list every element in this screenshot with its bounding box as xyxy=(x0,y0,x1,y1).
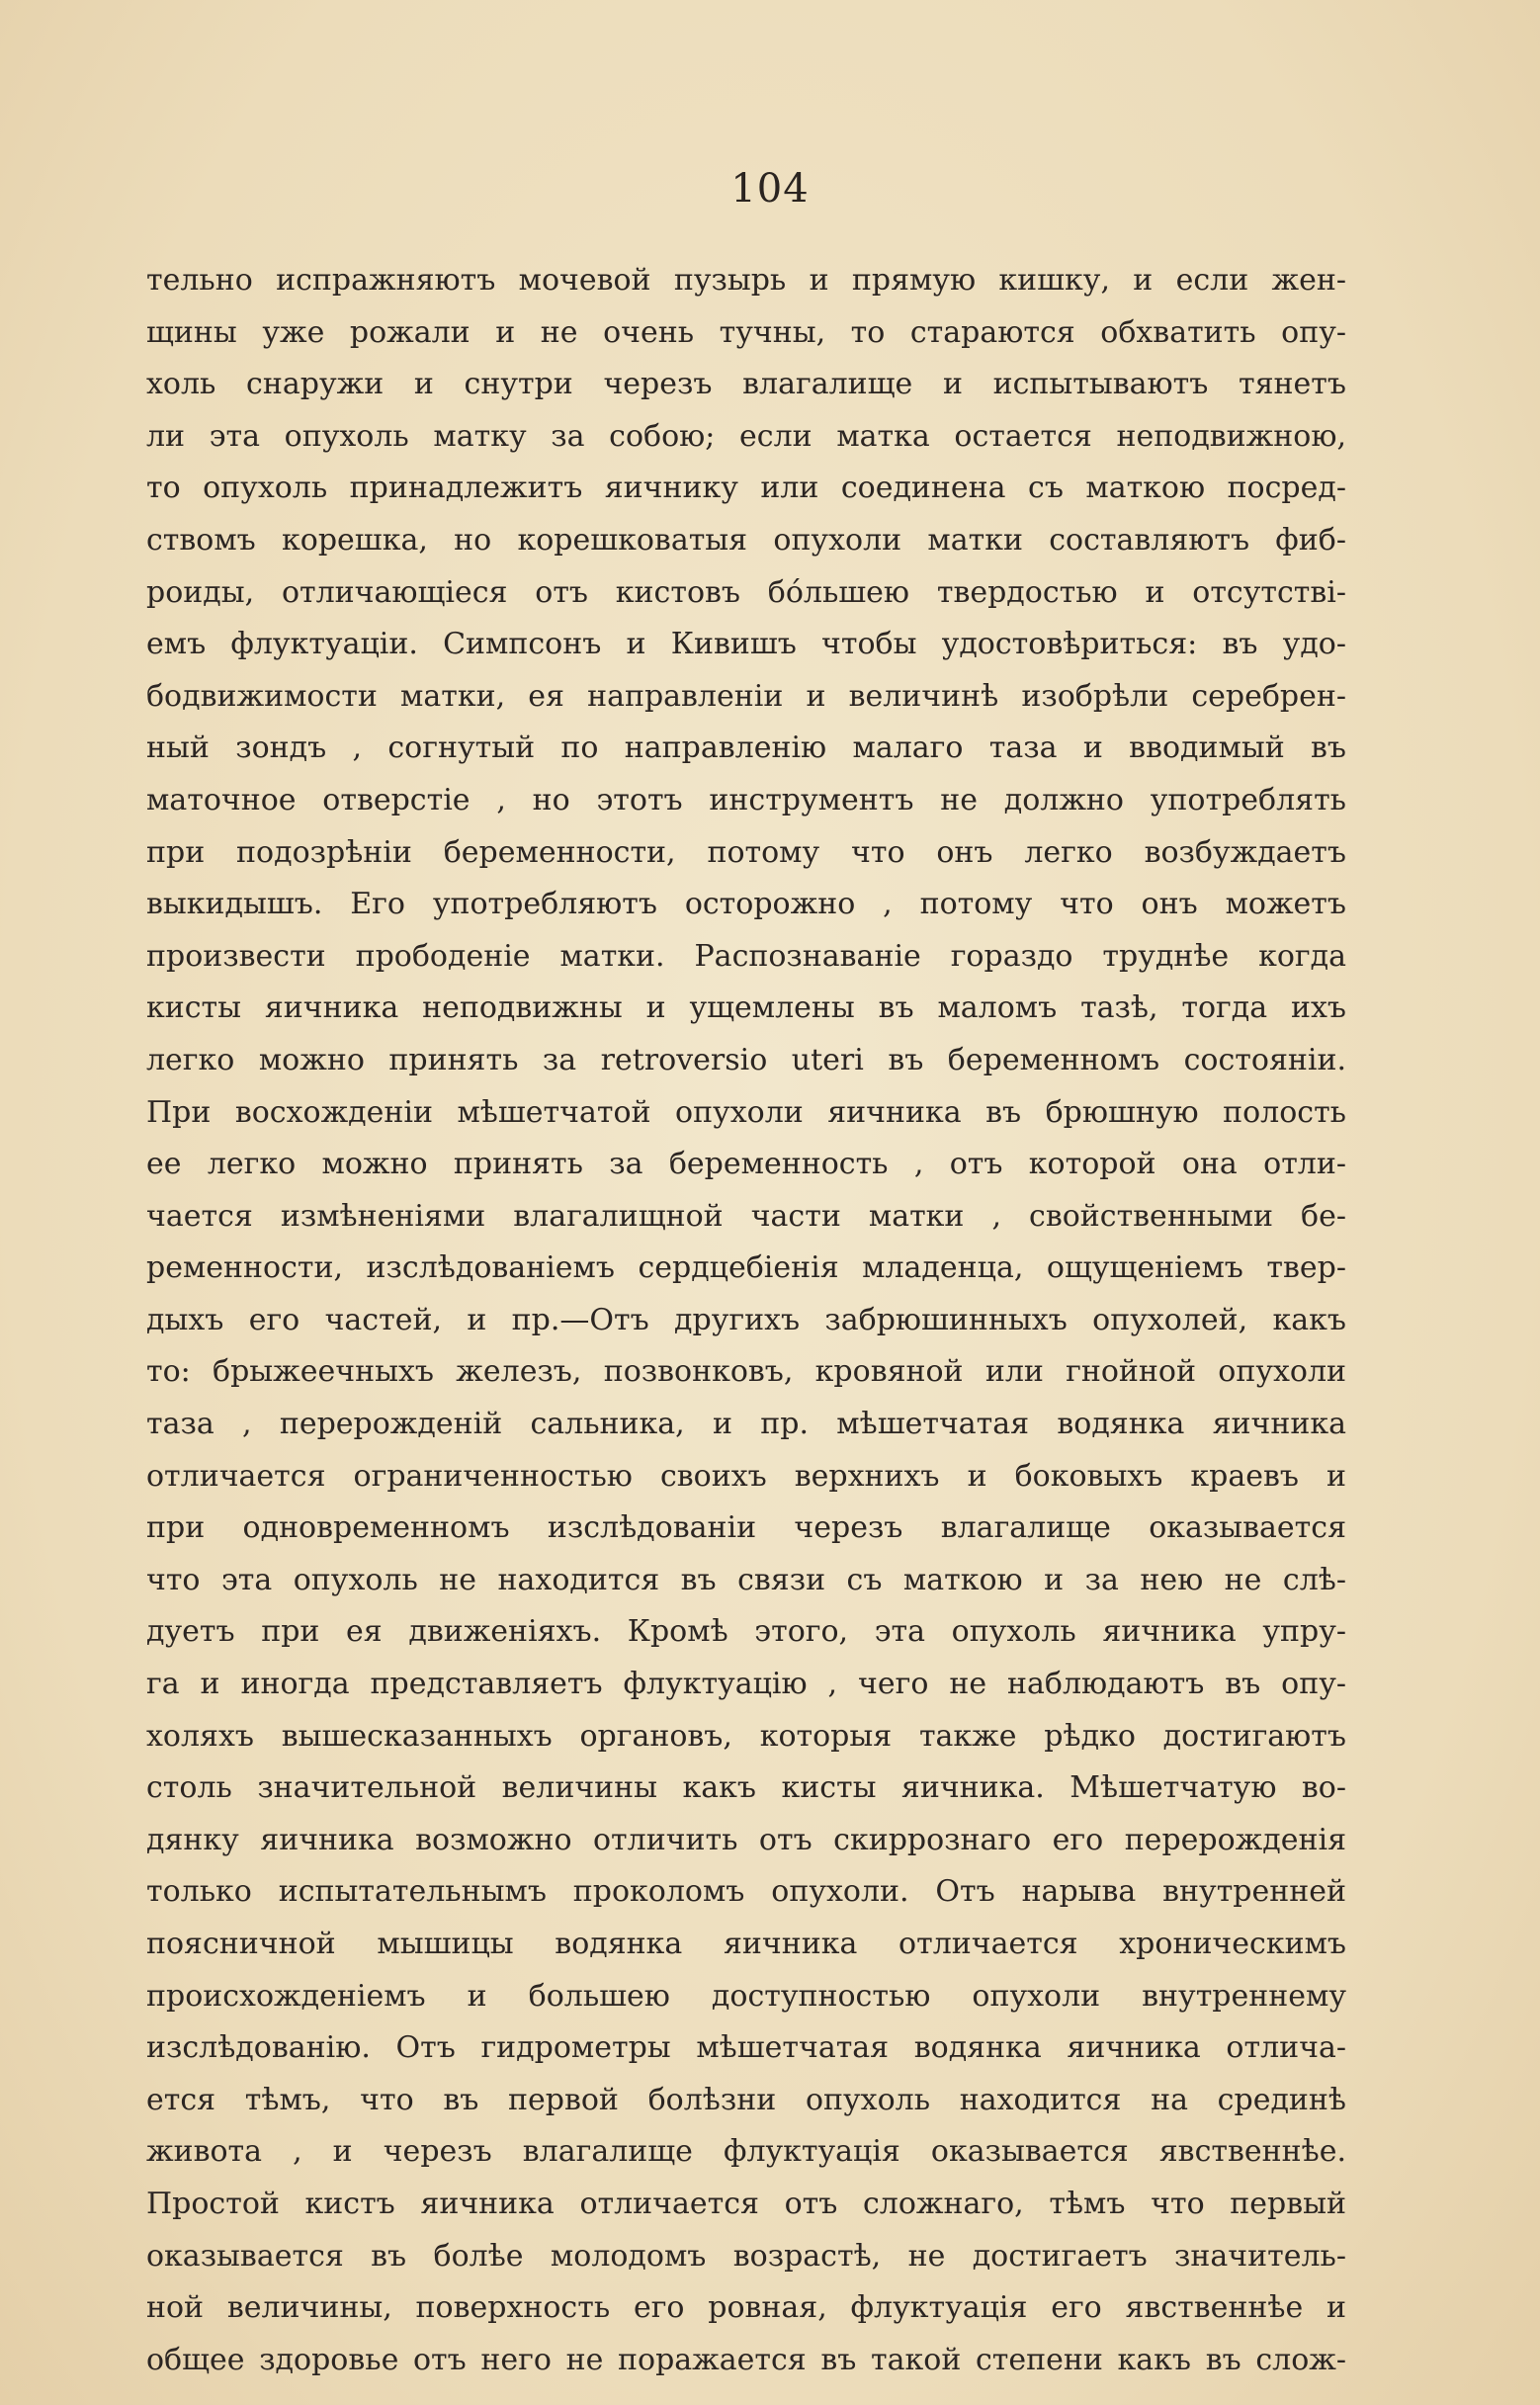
text-line: ременности, изслѣдованіемъ сердцебіенія младенца, ощущеніемъ твер- xyxy=(146,1250,1346,1286)
text-line: ствомъ корешка, но корешковатыя опухоли матки составляютъ фиб- xyxy=(146,522,1346,558)
text-line: ется тѣмъ, что въ первой болѣзни опухоль находится на срединѣ xyxy=(146,2082,1346,2117)
text-line: дуетъ при ея движеніяхъ. Кромѣ этого, эта опухоль яичника упру- xyxy=(146,1614,1346,1650)
text-line: ный зондъ , согнутый по направленію малаго таза и вводимый въ xyxy=(146,730,1346,766)
text-line: ли эта опухоль матку за собою; если матка остается неподвижною, xyxy=(146,418,1346,454)
text-line: бодвижимости матки, ея направленіи и величинѣ изобрѣли серебрен- xyxy=(146,678,1346,714)
text-line: при одновременномъ изслѣдованіи черезъ влагалище оказывается xyxy=(146,1510,1346,1546)
page-number: 104 xyxy=(730,166,810,212)
text-line: легко можно принять за retroversio uteri въ беременномъ состояніи. xyxy=(146,1042,1346,1077)
text-line: холяхъ вышесказанныхъ органовъ, которыя также рѣдко достигаютъ xyxy=(146,1718,1346,1754)
text-line: то: брыжеечныхъ железъ, позвонковъ, кровяной или гнойной опухоли xyxy=(146,1354,1346,1390)
text-line: роиды, отличающіеся отъ кистовъ бóльшею твердостью и отсутстві- xyxy=(146,574,1346,610)
text-line: При восхожденіи мѣшетчатой опухоли яичника въ брюшную полость xyxy=(146,1094,1346,1130)
text-line: емъ флуктуаціи. Симпсонъ и Кивишъ чтобы удостовѣриться: въ удо- xyxy=(146,627,1346,662)
text-line: отличается ограниченностью своихъ верхнихъ и боковыхъ краевъ и xyxy=(146,1458,1346,1494)
text-line: щины уже рожали и не очень тучны, то стараются обхватить опу- xyxy=(146,314,1346,350)
text-line: маточное отверстіе , но этотъ инструментъ не должно употреблять xyxy=(146,782,1346,817)
text-line: выкидышъ. Его употребляютъ осторожно , потому что онъ можетъ xyxy=(146,887,1346,922)
text-line: изслѣдованію. Отъ гидрометры мѣшетчатая водянка яичника отлича- xyxy=(146,2030,1346,2066)
text-line: Простой кистъ яичника отличается отъ сложнаго, тѣмъ что первый xyxy=(146,2186,1346,2221)
text-line: таза , перерожденій сальника, и пр. мѣшетчатая водянка яичника xyxy=(146,1407,1346,1442)
text-line: тельно испражняютъ мочевой пузырь и прямую кишку, и если жен- xyxy=(146,263,1346,298)
text-line: ее легко можно принять за беременность , отъ которой она отли- xyxy=(146,1147,1346,1182)
text-line: оказывается въ болѣе молодомъ возрастѣ, не достигаетъ значитель- xyxy=(146,2238,1346,2274)
text-line: поясничной мышицы водянка яичника отличается хроническимъ xyxy=(146,1927,1346,1961)
text-line: общее здоровье отъ него не поражается въ такой степени какъ въ слож- xyxy=(146,2342,1346,2377)
text-line: происхожденіемъ и большею доступностью опухоли внутреннему xyxy=(146,1978,1346,2014)
text-line: что эта опухоль не находится въ связи съ маткою и за нею не слѣ- xyxy=(146,1562,1346,1597)
body-text xyxy=(146,255,1346,2386)
text-line: при подозрѣніи беременности, потому что онъ легко возбуждаетъ xyxy=(146,834,1346,870)
text-line: дыхъ его частей, и пр.—Отъ другихъ забрюшинныхъ опухолей, какъ xyxy=(146,1302,1346,1337)
text-line: га и иногда представляетъ флуктуацію , чего не наблюдаютъ въ опу- xyxy=(146,1667,1346,1702)
text-line: столь значительной величины какъ кисты яичника. Мѣшетчатую во- xyxy=(146,1770,1346,1806)
text-line: дянку яичника возможно отличить отъ скиррознаго его перерожденія xyxy=(146,1822,1346,1857)
text-line: ной величины, поверхность его ровная, флуктуація его явственнѣе и xyxy=(146,2290,1346,2326)
text-line: кисты яичника неподвижны и ущемлены въ маломъ тазѣ, тогда ихъ xyxy=(146,990,1346,1026)
text-line: то опухоль принадлежитъ яичнику или соединена съ маткою посред- xyxy=(146,471,1346,506)
text-line: только испытательнымъ проколомъ опухоли. Отъ нарыва внутренней xyxy=(146,1874,1346,1910)
text-line: холь снаружи и снутри черезъ влагалище и испытываютъ тянетъ xyxy=(146,367,1346,402)
text-line: чается измѣненіями влагалищной части матки , свойственными бе- xyxy=(146,1198,1346,1234)
text-line: произвести прободеніе матки. Распознаваніе гораздо труднѣе когда xyxy=(146,938,1346,974)
text-line: живота , и черезъ влагалище флуктуація оказывается явственнѣе. xyxy=(146,2134,1346,2170)
